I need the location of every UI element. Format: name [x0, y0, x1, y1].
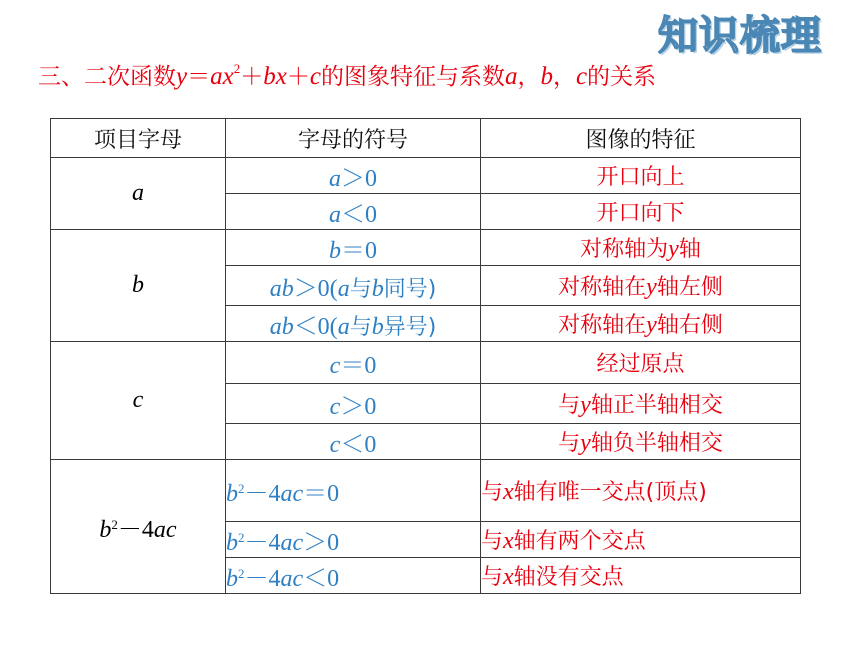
group-label-a: a	[51, 158, 226, 230]
section-heading	[38, 58, 656, 91]
sign-cell: $b^2-4ac>0$	[226, 522, 481, 558]
sign-cell: a＜0	[226, 194, 481, 230]
feature-cell: 开口向上	[481, 158, 801, 194]
table-row	[51, 460, 801, 522]
sign-cell: b＝0	[226, 230, 481, 266]
heading-bx: bx	[263, 63, 287, 90]
heading-plus-1: ＋	[240, 64, 264, 90]
table-row	[51, 158, 801, 194]
feature-cell: 开口向下	[481, 194, 801, 230]
sign-cell: c＝0	[226, 342, 481, 384]
table-header-row	[51, 119, 801, 158]
group-label-discriminant: $b^2-4ac$	[51, 460, 226, 594]
sign-cell: ab＜0(a与b异号)	[226, 306, 481, 342]
heading-eq: ＝	[187, 64, 211, 90]
heading-var-y: y	[176, 63, 188, 90]
feature-cell: 与y轴正半轴相交	[481, 384, 801, 424]
heading-comma-2: ，	[552, 64, 576, 90]
feature-cell: 经过原点	[481, 342, 801, 384]
heading-plus-2: ＋	[286, 64, 310, 90]
feature-cell: 与x轴没有交点	[481, 558, 801, 594]
heading-b: b	[540, 63, 553, 90]
heading-a: a	[504, 63, 518, 90]
sign-cell: c＜0	[226, 424, 481, 460]
group-label-c: c	[51, 342, 226, 460]
header-graph-feature: 图像的特征	[481, 119, 801, 158]
feature-cell: 与x轴有唯一交点(顶点)	[481, 460, 801, 522]
heading-suffix: 的关系	[587, 64, 657, 90]
heading-prefix: 三、二次函数	[38, 64, 176, 90]
sign-cell: a＞0	[226, 158, 481, 194]
table-row	[51, 230, 801, 266]
sign-cell: $b^2-4ac=0$	[226, 460, 481, 522]
heading-square: 2	[233, 61, 241, 77]
heading-mid: 的图象特征与系数	[320, 64, 505, 90]
sign-cell: $b^2-4ac<0$	[226, 558, 481, 594]
feature-cell: 与x轴有两个交点	[481, 522, 801, 558]
header-letter-sign: 字母的符号	[226, 119, 481, 158]
feature-cell: 对称轴为y轴	[481, 230, 801, 266]
heading-c2: c	[575, 63, 588, 90]
feature-cell: 与y轴负半轴相交	[481, 424, 801, 460]
group-label-b: b	[51, 230, 226, 342]
heading-c: c	[309, 63, 321, 90]
table-row	[51, 342, 801, 384]
section-badge: 知识梳理	[658, 13, 822, 59]
feature-cell: 对称轴在y轴左侧	[481, 266, 801, 306]
sign-cell: c＞0	[226, 384, 481, 424]
sign-cell: ab＞0(a与b同号)	[226, 266, 481, 306]
feature-cell: 对称轴在y轴右侧	[481, 306, 801, 342]
heading-comma-1: ，	[517, 64, 541, 90]
coefficient-table	[50, 118, 801, 594]
header-item-letter: 项目字母	[51, 119, 226, 158]
heading-ax: ax	[210, 63, 234, 90]
